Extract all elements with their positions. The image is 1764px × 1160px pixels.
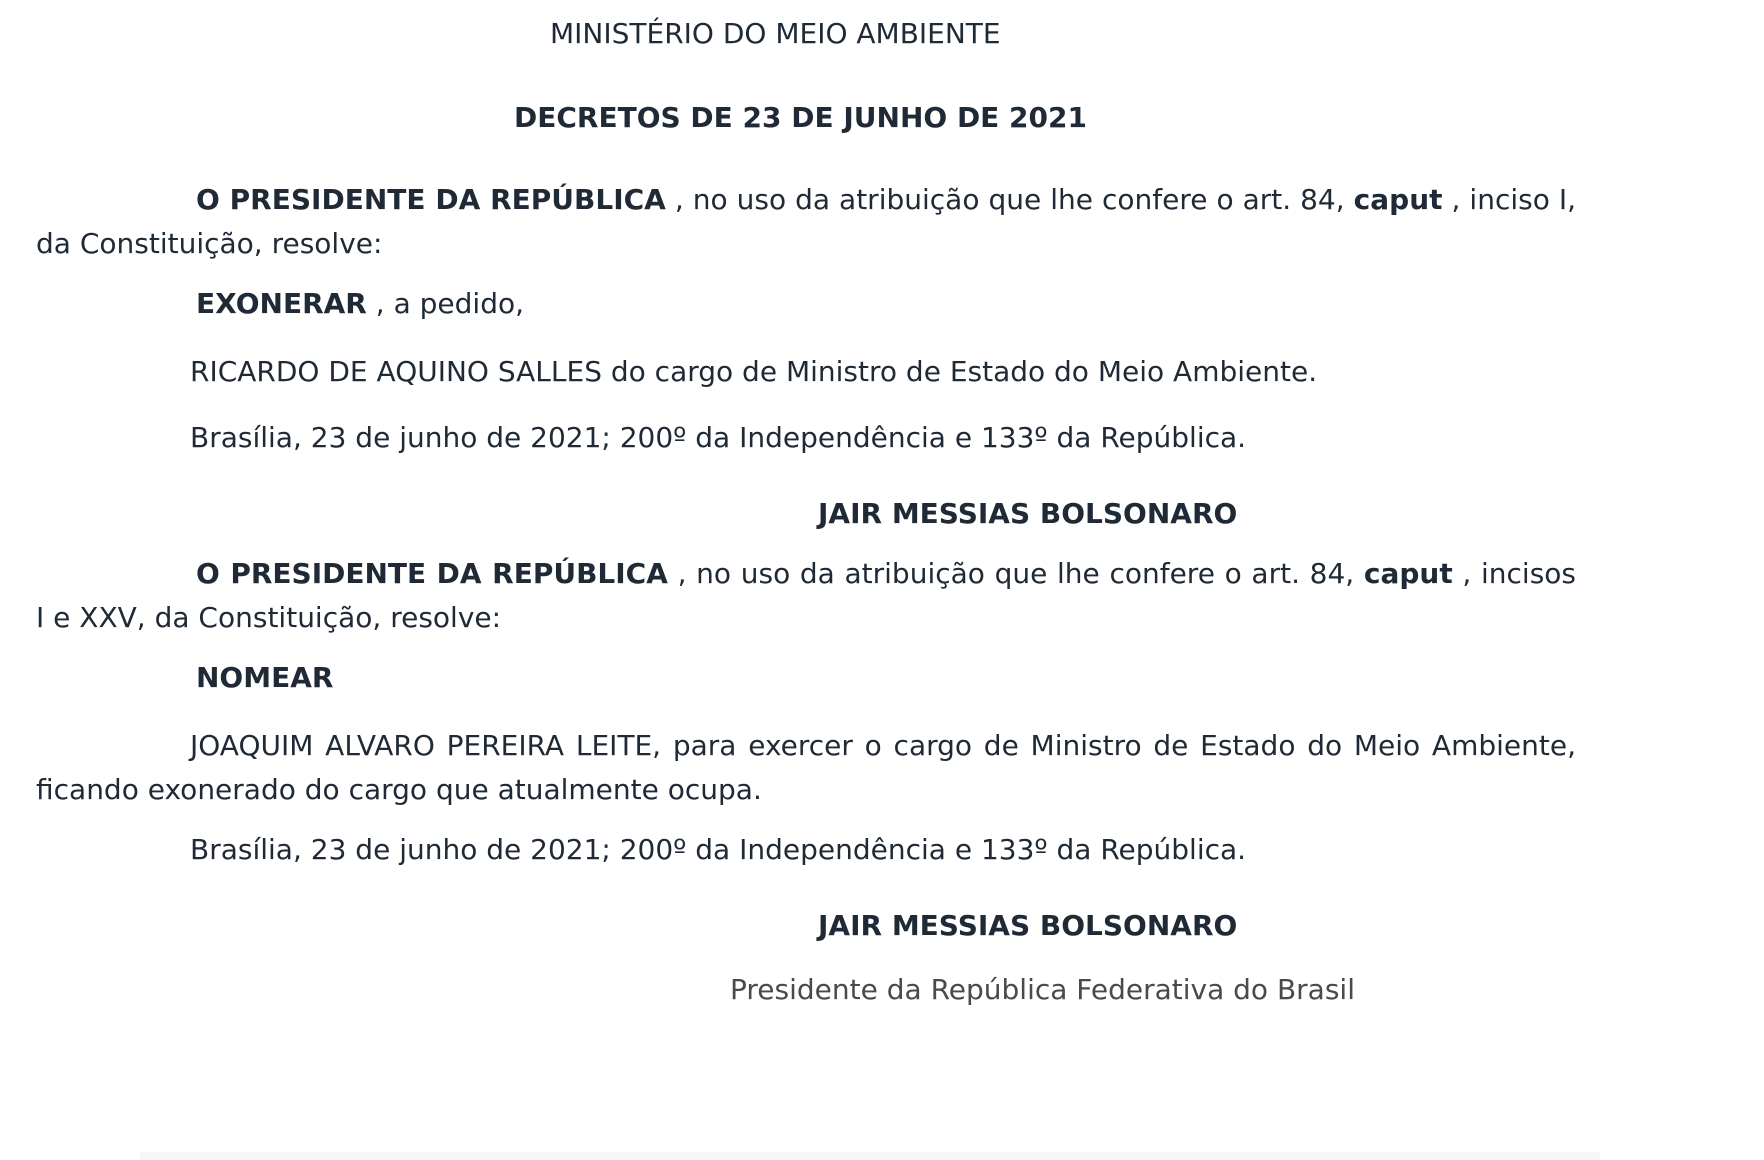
decree1-preamble-text2: , inciso I, da Constituição, resolve: xyxy=(36,183,1576,260)
decree2-preamble-authority: O PRESIDENTE DA REPÚBLICA xyxy=(196,557,668,590)
decree1-action-verb: EXONERAR xyxy=(196,287,367,320)
decree1-preamble-caput: caput xyxy=(1353,183,1443,216)
decree2-preamble-text2: , incisos I e XXV, da Constituição, resolve: xyxy=(36,557,1577,634)
decree1-action-text: , a pedido, xyxy=(366,287,524,320)
decree2-signature: JAIR MESSIAS BOLSONARO xyxy=(818,909,1238,942)
decree2-preamble xyxy=(36,552,1576,640)
decree2-action-verb: NOMEAR xyxy=(196,661,334,694)
page-bottom-edge xyxy=(140,1152,1600,1160)
decree-title: DECRETOS DE 23 DE JUNHO DE 2021 xyxy=(514,101,1087,134)
ministry-heading: MINISTÉRIO DO MEIO AMBIENTE xyxy=(550,17,1001,50)
decree2-action xyxy=(36,656,1576,700)
decree1-body: RICARDO DE AQUINO SALLES do cargo de Ministro de Estado do Meio Ambiente. xyxy=(190,355,1318,388)
decree2-preamble-caput: caput xyxy=(1363,557,1453,590)
signature-caption: Presidente da República Federativa do Brasil xyxy=(730,973,1355,1006)
decree1-preamble-text1: , no uso da atribuição que lhe confere o art. 84, xyxy=(665,183,1354,216)
decree2-body: JOAQUIM ALVARO PEREIRA LEITE, para exercer o cargo de Ministro de Estado do Meio Ambiente, ficando exonerado do cargo que atualmente ocupa. xyxy=(36,729,1576,806)
decree1-preamble xyxy=(36,178,1576,266)
decree1-action xyxy=(36,282,1576,326)
decree2-date-line: Brasília, 23 de junho de 2021; 200º da Independência e 133º da República. xyxy=(190,833,1247,866)
decree1-date-line: Brasília, 23 de junho de 2021; 200º da Independência e 133º da República. xyxy=(190,421,1247,454)
decree1-preamble-authority: O PRESIDENTE DA REPÚBLICA xyxy=(196,183,666,216)
decree2-preamble-text1: , no uso da atribuição que lhe confere o art. 84, xyxy=(667,557,1364,590)
decree1-signature: JAIR MESSIAS BOLSONARO xyxy=(818,497,1238,530)
